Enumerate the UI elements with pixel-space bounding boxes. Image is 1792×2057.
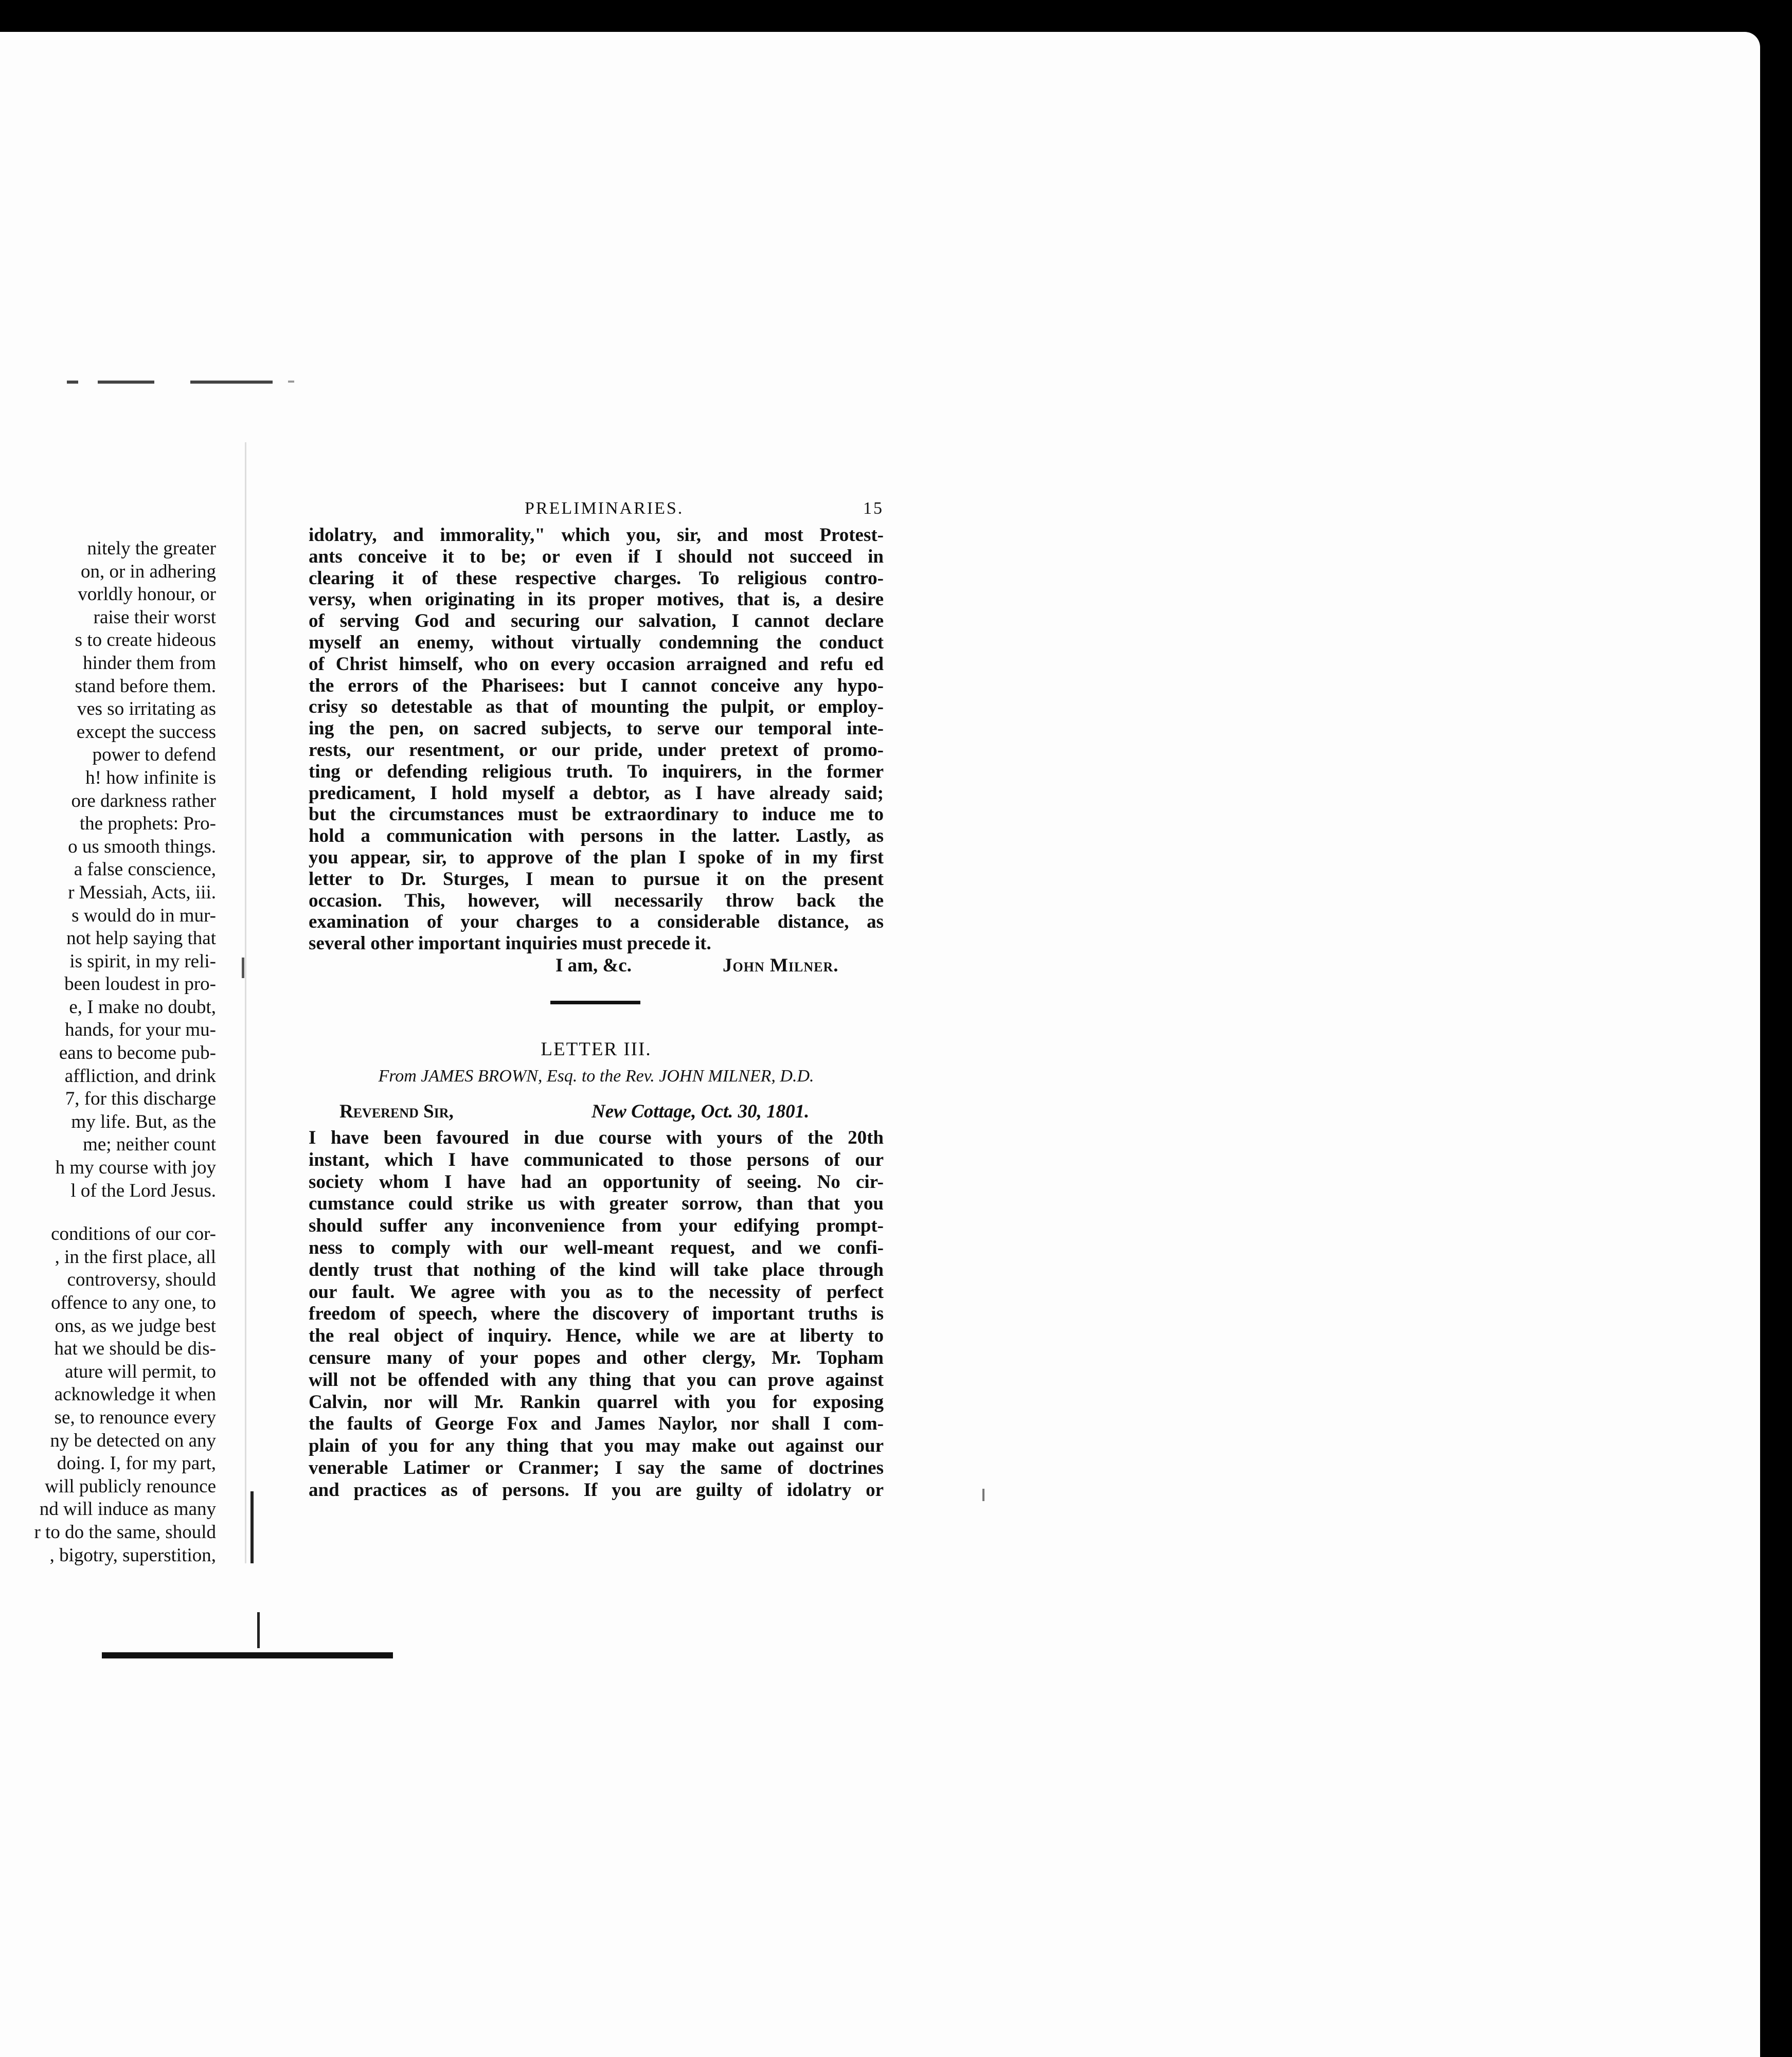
text-line: been loudest in pro- [64,973,216,995]
salutation: Reverend Sir, [339,1100,454,1122]
text-line: crisy so detestable as that of mounting the pulpit, or employ- [309,696,884,718]
text-line: me; neither count [83,1134,216,1156]
text-line: instant, which I have communicated to those persons of our [309,1149,884,1170]
text-line: ing the pen, on sacred subjects, to serve our temporal inte- [309,718,884,739]
text-line: doing. I, for my part, [57,1453,216,1474]
bottom-rule [102,1652,393,1658]
text-line: ons, as we judge best [55,1315,216,1337]
scan-border-right [1760,0,1792,2057]
text-line: clearing it of these respective charges. To religious contro- [309,567,884,589]
text-line: affliction, and drink [64,1065,216,1087]
text-line: my life. But, as the [71,1111,216,1132]
text-line: idolatry, and immorality," which you, sir, and most Protest- [309,525,884,546]
scan-speck [242,958,244,978]
text-line: society whom I have had an opportunity of seeing. No cir- [309,1171,884,1193]
text-line: occasion. This, however, will necessarily throw back the [309,890,884,911]
text-line: offence to any one, to [51,1292,216,1313]
text-line: se, to renounce every [54,1406,216,1428]
text-line: controversy, should [67,1269,216,1291]
rule-fragment [288,381,294,383]
text-line: s to create hideous [75,629,216,651]
text-line: our fault. We agree with you as to the necessity of perfect [309,1281,884,1303]
text-line: predicament, I hold myself a debtor, as I have already said; [309,782,884,804]
dateline: New Cottage, Oct. 30, 1801. [592,1100,810,1122]
text-line: l of the Lord Jesus. [70,1180,216,1201]
signature-name: John Milner. [723,954,839,976]
paragraph-gap [0,1202,216,1223]
text-line: raise their worst [93,606,216,628]
text-line: power to defend [92,744,216,766]
text-line: a false conscience, [74,859,216,880]
page-gutter [245,442,246,1563]
gutter-mark [250,1491,254,1563]
text-line: ny be detected on any [50,1430,216,1451]
text-line: venerable Latimer or Cranmer; I say the same of doctrines [309,1457,884,1478]
text-line: freedom of speech, where the discovery of important truths is [309,1303,884,1325]
text-line: eans to become pub- [59,1042,216,1064]
text-line: censure many of your popes and other clergy, Mr. Topham [309,1347,884,1368]
page-number: 15 [863,499,884,518]
text-line: plain of you for any thing that you may make out against our [309,1435,884,1457]
text-line: myself an enemy, without virtually condemning the conduct [309,631,884,653]
text-line: the errors of the Pharisees: but I cannot conceive any hypo- [309,675,884,696]
text-line: hands, for your mu- [65,1019,216,1041]
text-line: hinder them from [83,652,216,674]
text-line: ature will permit, to [65,1361,216,1382]
gutter-mark [257,1612,260,1648]
rule-fragment [98,381,154,384]
text-line: h! how infinite is [85,767,216,788]
text-line: on, or in adhering [80,561,216,582]
text-line: nitely the greater [87,538,216,559]
text-line: Calvin, nor will Mr. Rankin quarrel with you for exposing [309,1391,884,1413]
text-line: the faults of George Fox and James Naylor, nor shall I com- [309,1413,884,1435]
text-line: will not be offended with any thing that you can prove against [309,1369,884,1391]
text-line: is spirit, in my reli- [69,950,216,972]
text-line: , in the first place, all [55,1246,216,1268]
previous-page-text [0,537,216,1567]
text-line: rests, our resentment, or our pride, under pretext of promo- [309,739,884,761]
section-rule [550,1001,640,1004]
rule-fragment [67,381,78,384]
text-line: vorldly honour, or [78,584,216,605]
text-line: ting or defending religious truth. To inquirers, in the former [309,761,884,782]
text-line: 7, for this discharge [65,1088,216,1110]
text-line: of serving God and securing our salvation, I cannot declare [309,610,884,632]
text-line: but the circumstances must be extraordinary to induce me to [309,804,884,825]
text-line: h my course with joy [55,1157,216,1179]
text-line: letter to Dr. Sturges, I mean to pursue it on the present [309,868,884,890]
text-line: ore darkness rather [71,790,216,811]
text-line: hat we should be dis- [54,1338,216,1360]
text-line: dently trust that nothing of the kind will take place through [309,1259,884,1280]
scan-border-top [0,0,1792,32]
text-line: I have been favoured in due course with yours of the 20th [309,1127,884,1148]
text-line: and practices as of persons. If you are guilty of idolatry or [309,1479,884,1501]
text-line: stand before them. [75,675,216,697]
text-line: acknowledge it when [54,1384,216,1405]
text-line: the real object of inquiry. Hence, while we are at liberty to [309,1325,884,1347]
text-line: will publicly renounce [45,1475,216,1497]
text-line: r to do the same, should [34,1521,216,1543]
text-line: versy, when originating in its proper motives, that is, a desire [309,589,884,610]
letter-title: LETTER III. [541,1038,652,1060]
closing: I am, &c. [555,954,632,976]
rule-fragment [190,381,273,384]
text-line: s would do in mur- [71,905,216,926]
salutation-line [309,1100,884,1127]
text-line: hold a communication with persons in the latter. Lastly, as [309,825,884,847]
text-line: the prophets: Pro- [79,813,216,835]
text-line: , bigotry, superstition, [49,1544,216,1566]
text-line: r Messiah, Acts, iii. [68,881,216,903]
text-line: conditions of our cor- [51,1223,216,1245]
letter-body [309,1127,884,1502]
text-line: ves so irritating as [77,698,216,720]
page-content [309,499,884,1501]
text-line: e, I make no doubt, [69,996,216,1018]
paragraph-1 [309,525,884,954]
text-line: should suffer any inconvenience from your edifying prompt- [309,1215,884,1237]
scan-speck [982,1489,984,1501]
signature [309,954,884,980]
text-line: examination of your charges to a considerable distance, as [309,911,884,933]
text-line: ness to comply with our well-meant request, and we confi- [309,1237,884,1258]
text-line: several other important inquiries must precede it. [309,933,711,954]
running-head [309,499,884,525]
text-line: ants conceive it to be; or even if I should not succeed in [309,546,884,567]
text-line: not help saying that [66,928,216,949]
text-line: o us smooth things. [68,836,216,857]
text-line: cumstance could strike us with greater sorrow, than that you [309,1193,884,1215]
text-line: nd will induce as many [39,1499,216,1520]
text-line: except the success [76,721,216,743]
text-line: of Christ himself, who on every occasion arraigned and refu ed [309,653,884,675]
text-line: you appear, sir, to approve of the plan I spoke of in my first [309,846,884,868]
running-head-title: PRELIMINARIES. [525,499,684,518]
letter-subtitle: From JAMES BROWN, Esq. to the Rev. JOHN MILNER, D.D. [378,1066,814,1086]
